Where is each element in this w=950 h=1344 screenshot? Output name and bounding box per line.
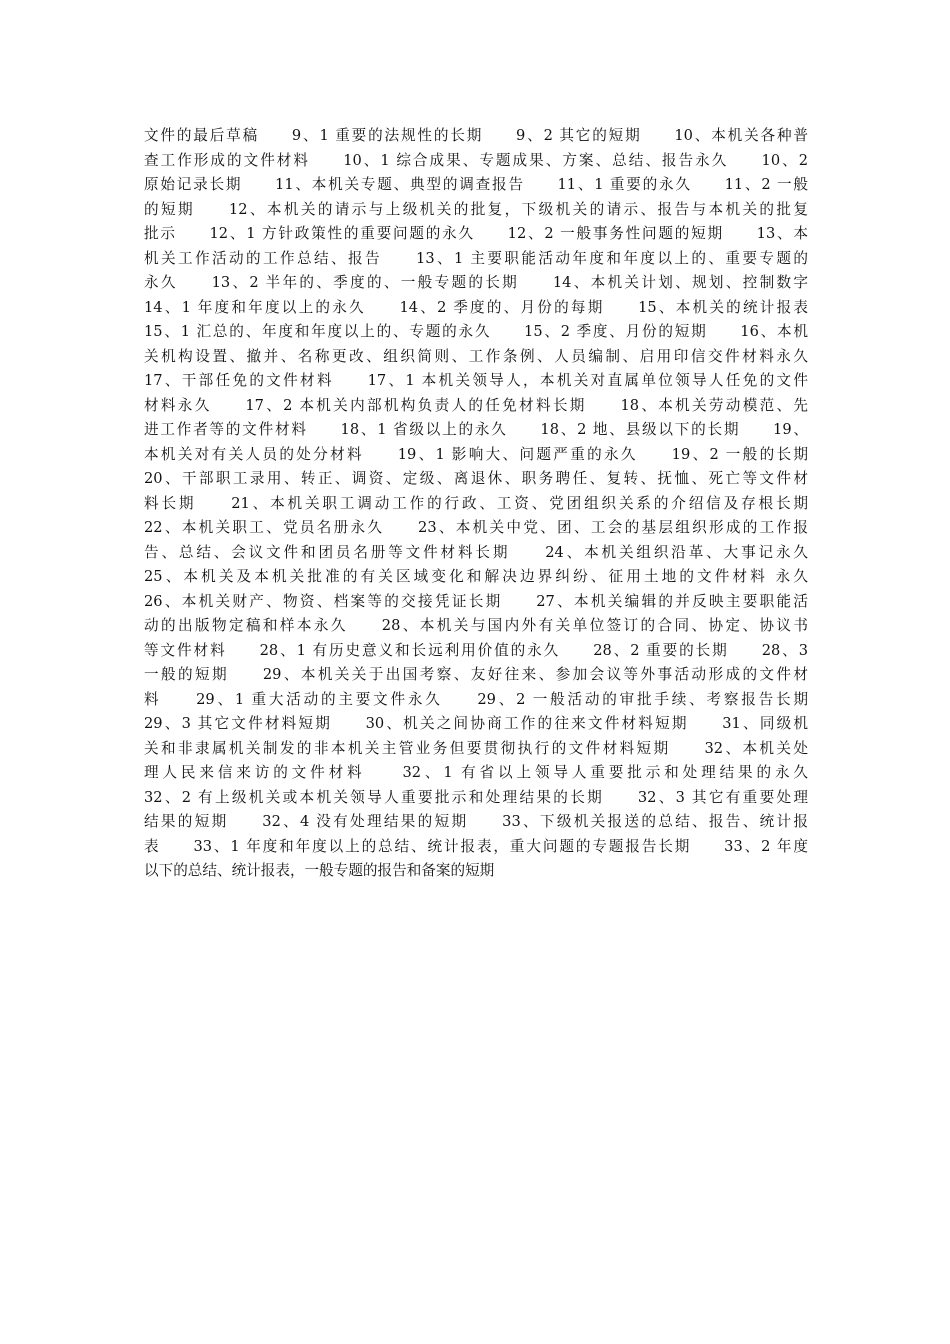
text-line: 进工作者等的文件材料 18、1 省级以上的永久 18、2 地、县级以下的长期 19、 xyxy=(144,421,808,438)
text-line: 25、本机关及本机关批准的有关区域变化和解决边界纠纷、征用土地的文件材料 永久 xyxy=(144,568,808,585)
text-line: 理人民来信来访的文件材料 32、1 有省以上领导人重要批示和处理结果的永久 xyxy=(144,764,808,781)
text-line: 永久 13、2 半年的、季度的、一般专题的长期 14、本机关计划、规划、控制数字 xyxy=(144,274,808,291)
text-line: 20、干部职工录用、转正、调资、定级、离退休、职务聘任、复转、抚恤、死亡等文件材 xyxy=(144,470,808,487)
text-line: 29、3 其它文件材料短期 30、机关之间协商工作的往来文件材料短期 31、同级机 xyxy=(144,715,808,732)
text-line: 以下的总结、统计报表，一般专题的报告和备案的短期 xyxy=(144,862,495,879)
text-line: 动的出版物定稿和样本永久 28、本机关与国内外有关单位签订的合同、协定、协议书 xyxy=(144,617,808,634)
text-line: 本机关对有关人员的处分材料 19、1 影响大、问题严重的永久 19、2 一般的长期 xyxy=(144,445,808,463)
text-line: 17、干部任免的文件材料 17、1 本机关领导人，本机关对直属单位领导人任免的文件 xyxy=(144,372,808,389)
text-line: 结果的短期 32、4 没有处理结果的短期 33、下级机关报送的总结、报告、统计报 xyxy=(144,813,808,830)
text-line: 等文件材料 28、1 有历史意义和长远利用价值的永久 28、2 重要的长期 28、3 xyxy=(144,641,808,659)
text-line: 料 29、1 重大活动的主要文件永久 29、2 一般活动的审批手续、考察报告长期 xyxy=(144,690,808,708)
text-line: 一般的短期 29、本机关关于出国考察、友好往来、参加会议等外事活动形成的文件材 xyxy=(144,666,808,683)
text-line: 原始记录长期 11、本机关专题、典型的调查报告 11、1 重要的永久 11、2 一般 xyxy=(144,176,808,193)
text-line: 22、本机关职工、党员名册永久 23、本机关中党、团、工会的基层组织形成的工作报 xyxy=(144,519,808,536)
text-line: 32、2 有上级机关或本机关领导人重要批示和处理结果的长期 32、3 其它有重要处理 xyxy=(144,788,808,806)
text-line: 批示 12、1 方针政策性的重要问题的永久 12、2 一般事务性问题的短期 13、本 xyxy=(144,225,808,242)
text-line: 料长期 21、本机关职工调动工作的行政、工资、党团组织关系的介绍信及存根长期 xyxy=(144,494,808,512)
text-line: 14、1 年度和年度以上的永久 14、2 季度的、月份的每期 15、本机关的统计报表 xyxy=(144,298,808,316)
text-line: 的短期 12、本机关的请示与上级机关的批复，下级机关的请示、报告与本机关的批复 xyxy=(144,200,808,218)
text-line: 材料永久 17、2 本机关内部机构负责人的任免材料长期 18、本机关劳动模范、先 xyxy=(144,396,808,414)
text-line: 表 33、1 年度和年度以上的总结、统计报表，重大问题的专题报告长期 33、2 年度 xyxy=(144,837,808,855)
text-line: 查工作形成的文件材料 10、1 综合成果、专题成果、方案、总结、报告永久 10、2 xyxy=(144,151,808,169)
text-line: 机关工作活动的工作总结、报告 13、1 主要职能活动年度和年度以上的、重要专题的 xyxy=(144,249,808,267)
body-text xyxy=(144,124,808,884)
text-line: 告、总结、会议文件和团员名册等文件材料长期 24、本机关组织沿革、大事记永久 xyxy=(144,543,808,561)
text-line: 关和非隶属机关制发的非本机关主管业务但要贯彻执行的文件材料短期 32、本机关处 xyxy=(144,739,808,757)
text-line: 文件的最后草稿 9、1 重要的法规性的长期 9、2 其它的短期 10、本机关各种普 xyxy=(144,127,808,144)
text-line: 26、本机关财产、物资、档案等的交接凭证长期 27、本机关编辑的并反映主要职能活 xyxy=(144,592,808,610)
text-line: 关机构设置、撤并、名称更改、组织简则、工作条例、人员编制、启用印信交件材料永久 xyxy=(144,347,808,365)
text-line: 15、1 汇总的、年度和年度以上的、专题的永久 15、2 季度、月份的短期 16、本机 xyxy=(144,323,808,340)
